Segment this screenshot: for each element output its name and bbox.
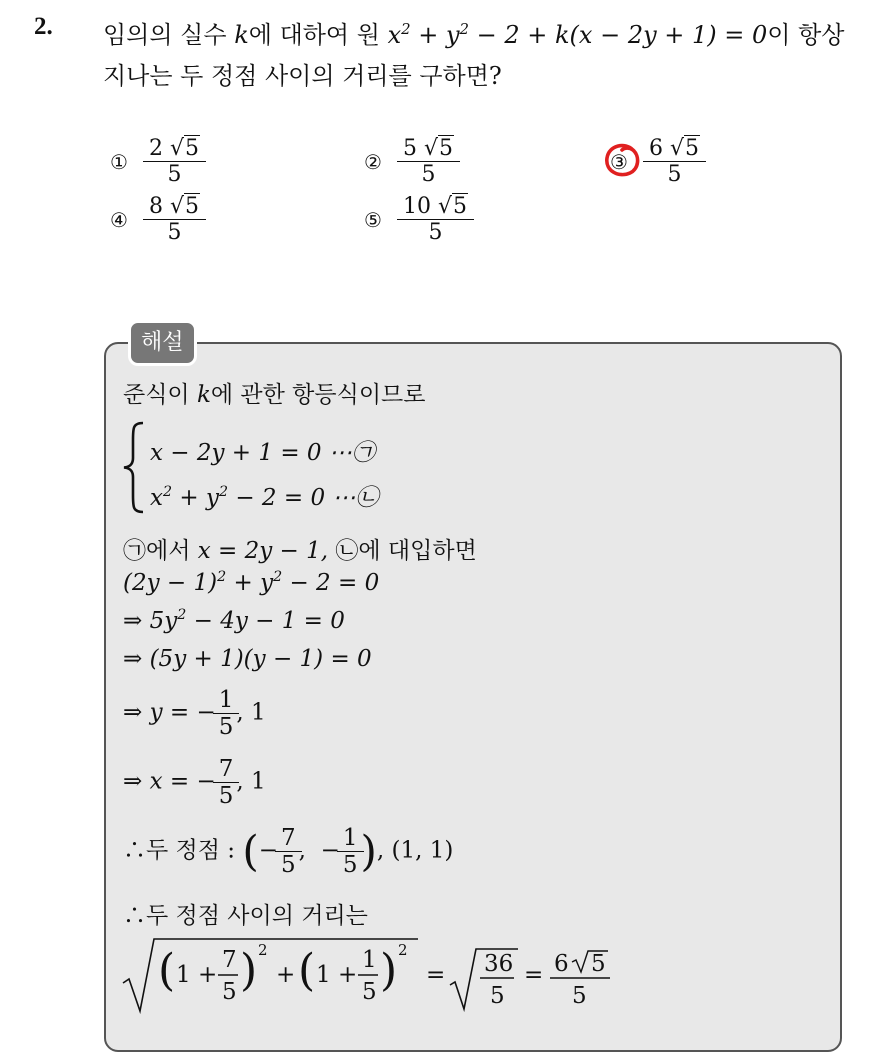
choice-5[interactable] (364, 195, 471, 244)
distance-label: ∴두 정점 사이의 거리는 (123, 903, 368, 929)
step-3: ⇒ (5y + 1)(y − 1) = 0 (123, 646, 372, 672)
question-line-2: 지나는 두 정점 사이의 거리를 구하면? (103, 62, 502, 90)
choice-fraction: $\frac{5 √5}{5}$ (400, 137, 457, 186)
step-5: ⇒ x = − $\frac{7}{5}$ , 1 (123, 756, 266, 810)
question-text-mid: 에 대하여 원 (248, 21, 380, 49)
svg-text:6: 6 (554, 951, 569, 977)
system-equation-1: x − 2y + 1 = 0 ⋯㉠ (150, 440, 375, 466)
paren-open: ( (158, 945, 176, 996)
choice-2[interactable] (364, 137, 457, 186)
solution-badge: 해설 (128, 320, 197, 366)
choice-mark: ④ (110, 207, 128, 232)
choice-fraction: $\frac{6 √5}{5}$ (646, 137, 703, 186)
step-2: ⇒ $5y^2 - 4y - 1 = 0$ (123, 607, 345, 634)
svg-text:=: = (426, 962, 446, 988)
svg-text:+: + (276, 962, 296, 988)
svg-text:(: ( (298, 945, 316, 996)
svg-text:=: = (524, 962, 544, 988)
svg-text:5: 5 (362, 979, 377, 1005)
choice-fraction: $\frac{10 √5}{5}$ (400, 195, 471, 244)
question-text-post: 이 항상 (767, 21, 845, 49)
system-brace (121, 420, 147, 515)
distance-calculation (120, 935, 860, 1021)
svg-text:1 +: 1 + (176, 962, 218, 988)
variable-k: k (234, 21, 249, 49)
choice-mark: ① (110, 149, 128, 174)
question-number: 2. (34, 13, 53, 40)
step-1: $(2y - 1)^2 + y^2 - 2 = 0$ (123, 569, 380, 596)
choice-3[interactable] (610, 137, 703, 186)
choice-mark: ⑤ (364, 207, 382, 232)
choice-mark: ③ (610, 150, 646, 174)
distance-formula (120, 935, 860, 1015)
question-text-pre: 임의의 실수 (103, 21, 227, 49)
choice-fraction: $\frac{8 √5}{5}$ (146, 195, 203, 244)
choice-mark: ② (364, 149, 382, 174)
circle-equation: $x^2 + y^2 - 2 + k(x - 2y + 1) = 0$ (387, 19, 768, 49)
svg-text:1: 1 (362, 947, 377, 973)
svg-text:36: 36 (484, 951, 514, 977)
choice-4[interactable] (110, 195, 203, 244)
solution-intro: 준식이 k에 관한 항등식이므로 (123, 382, 426, 408)
svg-text:5: 5 (222, 979, 237, 1005)
two-points: ∴두 정점 : (− $\frac{7}{5}$ , − $\frac{1}{5}$ ), (1, 1) (123, 825, 454, 879)
step-4: ⇒ y = − $\frac{1}{5}$ , 1 (123, 687, 266, 741)
choice-fraction: $\frac{2 √5}{5}$ (146, 137, 203, 186)
svg-text:5: 5 (591, 951, 606, 977)
svg-text:2: 2 (398, 941, 408, 959)
red-circle-annotation (603, 142, 643, 180)
svg-text:1 +: 1 + (316, 962, 358, 988)
paren-close: ) (240, 945, 258, 996)
system-equation-2: $x^2 + y^2 - 2 = 0$ ⋯㉡ (150, 484, 379, 511)
svg-text:5: 5 (572, 983, 587, 1009)
question-line-1 (103, 15, 844, 50)
svg-text:): ) (380, 945, 398, 996)
svg-text:2: 2 (258, 941, 268, 959)
substitution-line: ㉠에서 x = 2y − 1, ㉡에 대입하면 (123, 538, 477, 564)
svg-text:7: 7 (222, 947, 237, 973)
svg-text:5: 5 (490, 983, 505, 1009)
choice-1[interactable] (110, 137, 203, 186)
